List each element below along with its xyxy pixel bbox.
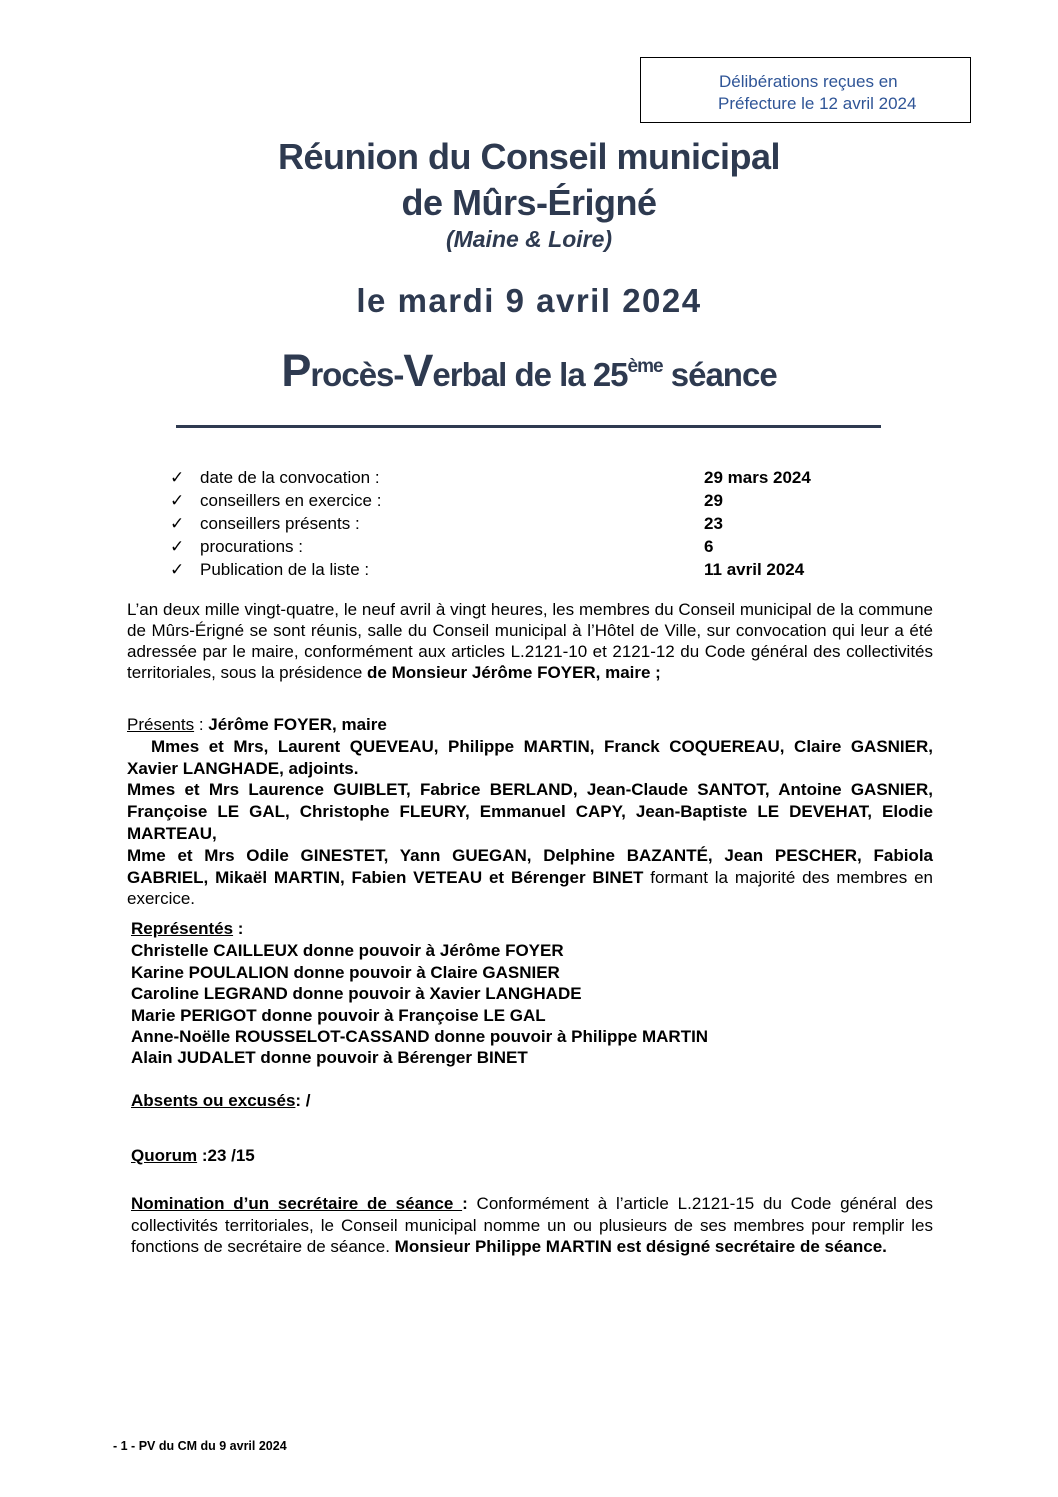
- stamp-line-2: Préfecture le 12 avril 2024: [718, 94, 917, 113]
- proxy-item: Christelle CAILLEUX donne pouvoir à Jérôme FOYER: [131, 941, 564, 960]
- title-divider: [176, 425, 881, 428]
- presents-label: Présents: [127, 715, 195, 734]
- presents-adjoints: [127, 736, 933, 780]
- proxy-item: Marie PERIGOT donne pouvoir à Françoise LE GAL: [131, 1006, 546, 1025]
- absents-value: : /: [295, 1091, 311, 1110]
- quorum-line: [131, 1145, 255, 1167]
- presents-section: [127, 714, 933, 910]
- pv-text-b: erbal de la 25: [432, 356, 628, 393]
- intro-paragraph: [127, 599, 933, 683]
- quorum-label: Quorum: [131, 1146, 198, 1165]
- checklist-value: 23: [704, 514, 723, 533]
- pv-text-c: séance: [662, 356, 777, 393]
- quorum-value: :23 /15: [197, 1146, 255, 1165]
- prefecture-stamp-box: [640, 57, 971, 123]
- pv-heading: [0, 346, 1058, 400]
- checklist-label: Publication de la liste :: [200, 560, 370, 579]
- check-icon: ✓: [170, 468, 185, 487]
- pv-text-a: rocès-: [310, 356, 404, 393]
- absents-line: [131, 1090, 311, 1112]
- presents-group-3-names: Mme et Mrs Odile GINESTET, Yann GUEGAN, Delphine BAZANTÉ, Jean PESCHER, Fabiola GABRIEL, Mikaël MARTIN, Fabien VETEAU et Bérenger BINET: [127, 845, 933, 887]
- pv-cap-p: P: [281, 345, 311, 396]
- presents-group-3-tail: formant la majorité des membres en exercice.: [127, 867, 933, 909]
- presents-heading-line: [127, 714, 933, 736]
- checklist-value: 6: [704, 537, 714, 556]
- checklist-value: 29 mars 2024: [704, 468, 811, 487]
- checklist-label: conseillers en exercice :: [200, 491, 382, 510]
- checklist-value: 29: [704, 491, 723, 510]
- page-footer: - 1 - PV du CM du 9 avril 2024: [113, 1439, 287, 1453]
- checklist-label: procurations :: [200, 537, 303, 556]
- meeting-date: le mardi 9 avril 2024: [356, 282, 702, 319]
- intro-president: de Monsieur Jérôme FOYER, maire ;: [367, 663, 661, 682]
- title-line-1: Réunion du Conseil municipal: [277, 136, 781, 177]
- presents-maire: Jérôme FOYER, maire: [208, 715, 387, 734]
- nomination-colon: :: [462, 1194, 468, 1213]
- representes-suffix: :: [233, 919, 244, 938]
- intro-text: L’an deux mille vingt-quatre, le neuf avril à vingt heures, les membres du Conseil municipal de la commune de Mûrs-Érigné se sont réunis, salle du Conseil municipal à l’Hôtel de Ville, sur convocation qui leur a été adressée par le maire, conformément aux articles L.2121-10 et 2121-12 du Code général des collectivités territoriales, sous la présidence: [127, 600, 933, 682]
- presents-sep: :: [194, 715, 209, 734]
- proxy-item: Caroline LEGRAND donne pouvoir à Xavier LANGHADE: [131, 984, 582, 1003]
- representes-label: Représentés: [131, 919, 234, 938]
- region-subtitle: (Maine & Loire): [445, 226, 613, 252]
- nomination-paragraph: [131, 1193, 933, 1258]
- presents-adjoints-text: Mmes et Mrs, Laurent QUEVEAU, Philippe MARTIN, Franck COQUEREAU, Claire GASNIER, Xavier LANGHADE, adjoints.: [127, 736, 933, 778]
- proxy-item: Karine POULALION donne pouvoir à Claire GASNIER: [131, 963, 560, 982]
- pv-cap-v: V: [403, 345, 433, 396]
- pv-superscript: ème: [627, 356, 663, 377]
- checklist-label: date de la convocation :: [200, 468, 380, 487]
- title-line-2: de Mûrs-Érigné: [401, 182, 657, 223]
- check-icon: ✓: [170, 537, 185, 556]
- checklist-label: conseillers présents :: [200, 514, 360, 533]
- absents-label: Absents ou excusés: [131, 1091, 296, 1110]
- proxy-item: Alain JUDALET donne pouvoir à Bérenger BINET: [131, 1048, 528, 1067]
- check-icon: ✓: [170, 514, 185, 533]
- representes-heading: [131, 918, 243, 940]
- stamp-line-1: Délibérations reçues en: [719, 72, 898, 91]
- proxy-item: Anne-Noëlle ROUSSELOT-CASSAND donne pouvoir à Philippe MARTIN: [131, 1027, 709, 1046]
- checklist-value: 11 avril 2024: [704, 560, 805, 579]
- presents-group-3: [127, 845, 933, 910]
- check-icon: ✓: [170, 491, 185, 510]
- check-icon: ✓: [170, 560, 185, 579]
- nomination-text: Conformément à l’article L.2121-15 du Code général des collectivités territoriales, le Conseil municipal nomme un ou plusieurs de ses membres pour remplir les fonctions de secrétaire de séance.: [131, 1194, 933, 1256]
- nomination-designation: Monsieur Philippe MARTIN est désigné secrétaire de séance.: [394, 1237, 887, 1256]
- nomination-label: Nomination d’un secrétaire de séance: [131, 1194, 463, 1213]
- presents-group-2: Mmes et Mrs Laurence GUIBLET, Fabrice BERLAND, Jean-Claude SANTOT, Antoine GASNIER, Françoise LE GAL, Christophe FLEURY, Emmanuel CAPY, Jean-Baptiste LE DEVEHAT, Elodie MARTEAU,: [127, 780, 933, 843]
